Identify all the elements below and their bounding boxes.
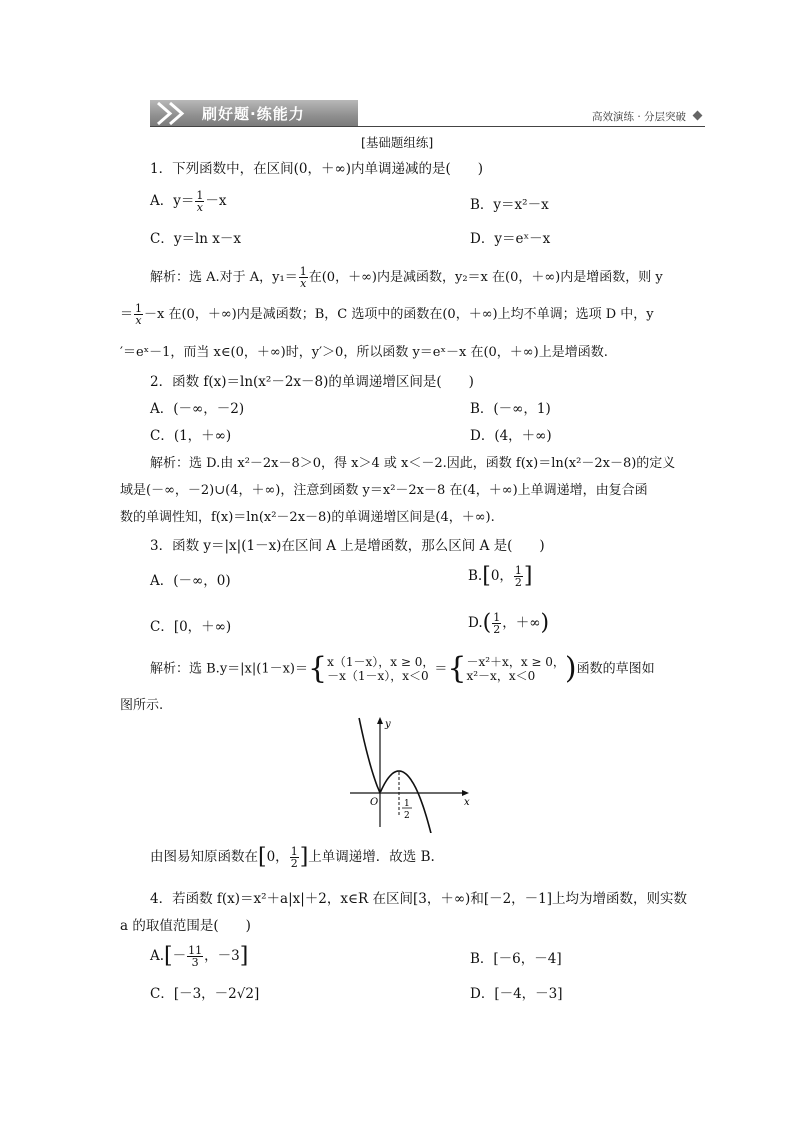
graph-x-label: x — [464, 797, 470, 808]
graph-origin-label: O — [370, 797, 379, 808]
q3-option-a: A．(－∞，0) — [150, 573, 231, 589]
q2-option-b: B．(－∞，1) — [470, 401, 551, 417]
q3-option-d: D.( $\frac{1}{2}$ ，＋∞) — [468, 610, 550, 636]
q2-stem: 2．函数 f(x)＝ln(x²－2x－8)的单调递增区间是( ) — [150, 374, 474, 390]
graph-half-den: 2 — [404, 811, 410, 821]
q1-option-d: D．y＝eˣ－x — [470, 231, 551, 247]
function-sketch-graph — [345, 715, 475, 833]
q1-answer-line2: ＝ $\frac{1}{x}$ －x 在(0，＋∞)内是减函数；B，C 选项中的函数在(0，＋∞)上均不单调；选项 D 中，y — [120, 302, 654, 327]
q1-option-a: A．y＝ $\frac{1}{x}$ －x — [150, 189, 227, 214]
q3-answer-line2: 图所示. — [120, 698, 164, 713]
q2-answer-line1: 解析：选 D.由 x²－2x－8＞0，得 x＞4 或 x＜－2.因此，函数 f(x)＝ln(x²－2x－8)的定义 — [150, 456, 676, 471]
x-axis-arrow — [462, 790, 469, 796]
q4-option-a: A.[－ $\frac{11}{3}$ ，－3] — [150, 943, 249, 969]
q4-option-c: C．[－3，－2√2] — [150, 986, 260, 1002]
banner-title: 刷好题·练能力 — [202, 105, 305, 123]
q1-answer-line3: ′＝eˣ－1，而当 x∈(0，＋∞)时，y′＞0，所以函数 y＝eˣ－x 在(0，＋∞)上是增函数. — [120, 345, 608, 360]
q2-answer-line3: 数的单调性知，f(x)＝ln(x²－2x－8)的单调递增区间是(4，＋∞). — [120, 510, 495, 525]
y-axis-arrow — [377, 717, 383, 724]
q2-option-d: D．(4，＋∞) — [470, 428, 552, 444]
double-chevron-icon — [154, 101, 194, 126]
q2-option-c: C．(1，＋∞) — [150, 428, 232, 444]
q1-option-b: B．y＝x²－x — [470, 197, 549, 213]
q1-stem: 1．下列函数中，在区间(0，＋∞)内单调递减的是( ) — [150, 161, 483, 177]
q1-option-c: C．y＝ln x－x — [150, 231, 241, 247]
q2-option-a: A．(－∞，－2) — [150, 401, 245, 417]
q3-stem: 3．函数 y＝|x|(1－x)在区间 A 上是增函数，那么区间 A 是( ) — [150, 538, 545, 554]
q4-stem-line1: 4．若函数 f(x)＝x²＋a|x|＋2，x∈R 在区间[3，＋∞)和[－2，－1]上均为增函数，则实数 — [150, 891, 688, 907]
q4-option-b: B．[－6，－4] — [470, 951, 562, 967]
q2-answer-line2: 域是(－∞，－2)∪(4，＋∞)，注意到函数 y＝x²－2x－8 在(4，＋∞)上单调递增，由复合函 — [120, 483, 648, 498]
q3-option-b: B.[0， $\frac{1}{2}$ ] — [468, 563, 533, 589]
q4-option-d: D．[－4，－3] — [470, 986, 563, 1002]
graph-y-label: y — [385, 719, 391, 730]
header-subtitle: 高效演练 · 分层突破 — [592, 111, 687, 123]
header-rule — [150, 126, 705, 127]
q3-conclusion: 由图易知原函数在[0， $\frac{1}{2}$ ]上单调递增．故选 B. — [150, 844, 435, 870]
diamond-icon — [693, 111, 703, 121]
header-banner — [150, 100, 358, 127]
q4-stem-line2: a 的取值范围是( ) — [120, 918, 251, 934]
function-curve — [359, 718, 431, 833]
section-title: [基础题组练] — [361, 135, 434, 150]
q3-answer-line1: 解析：选 B.y＝|x|(1－x)＝{x（1－x），x ≥ 0， －x（1－x），x＜0 ＝{－x²＋x，x ≥ 0， x²－x，x＜0 )函数的草图如 — [150, 651, 655, 686]
q3-option-c: C．[0，＋∞) — [150, 619, 232, 635]
q1-answer-line1: 解析：选 A.对于 A，y₁＝ $\frac{1}{x}$ 在(0，＋∞)内是减函数，y₂＝x 在(0，＋∞)内是增函数，则 y — [150, 265, 663, 290]
graph-half-num: 1 — [404, 799, 410, 809]
